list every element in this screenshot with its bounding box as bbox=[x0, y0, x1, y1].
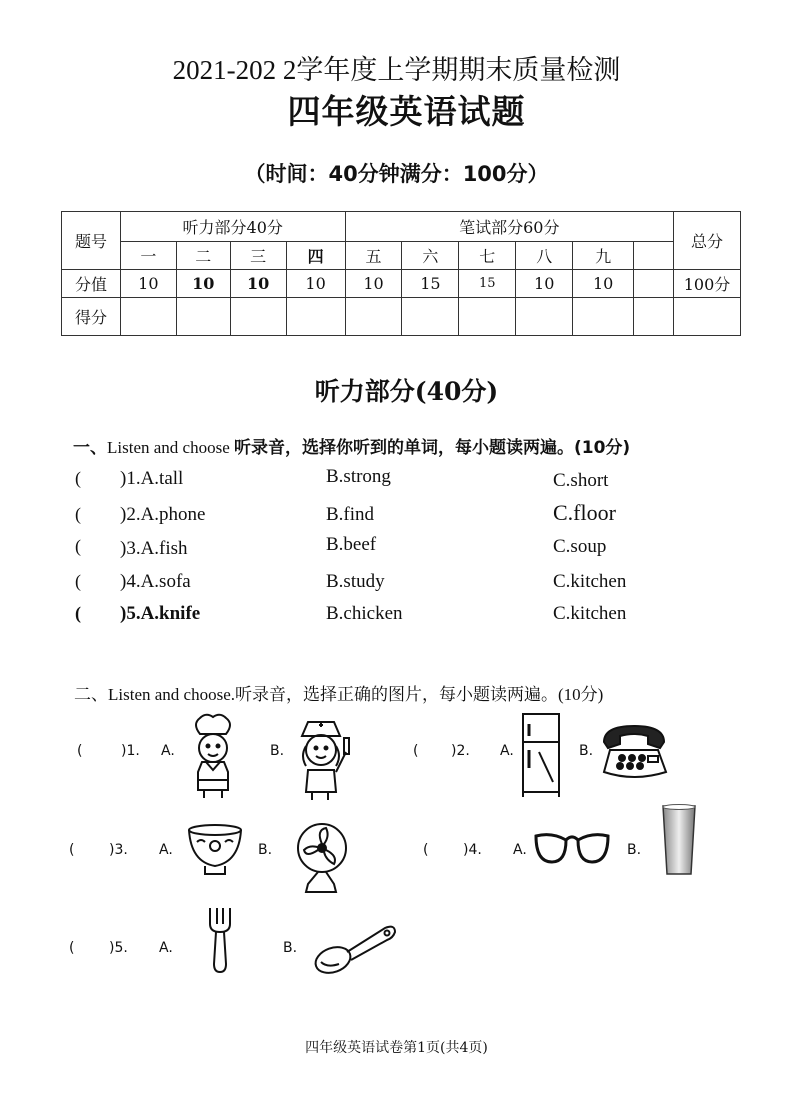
listening-header: 听力部分40分 bbox=[120, 212, 345, 242]
part2-question-3-paren[interactable]: ( bbox=[69, 842, 75, 858]
option-b-label: B. bbox=[627, 842, 642, 858]
answer-paren[interactable]: ( bbox=[75, 536, 81, 556]
got-cell[interactable] bbox=[459, 298, 516, 336]
question-number: 六 bbox=[402, 242, 459, 270]
got-cell[interactable] bbox=[286, 298, 345, 336]
score-value: 10 bbox=[176, 270, 230, 298]
writing-header: 笔试部分60分 bbox=[345, 212, 673, 242]
option-b: B.strong bbox=[326, 466, 391, 487]
question-number: 八 bbox=[516, 242, 573, 270]
listening-section-title: 听力部分(40分) bbox=[314, 377, 499, 406]
exam-title: 四年级英语试题 bbox=[287, 92, 526, 131]
option-b: B.find bbox=[326, 504, 375, 525]
part2-question-5-paren[interactable]: ( bbox=[69, 940, 75, 956]
score-table bbox=[61, 211, 741, 336]
drinking-glass-icon[interactable] bbox=[660, 804, 698, 878]
score-value bbox=[634, 270, 674, 298]
part2-heading: 二、Listen and choose.听录音，选择正确的图片，每小题读两遍。(10分) bbox=[74, 685, 604, 704]
question-number: 四 bbox=[286, 242, 345, 270]
score-value: 10 bbox=[516, 270, 573, 298]
option-a: )5.A.knife bbox=[120, 603, 201, 624]
option-a-label: A. bbox=[159, 940, 173, 956]
part2-question-1-num: )1. bbox=[121, 743, 140, 759]
score-value: 10 bbox=[345, 270, 402, 298]
part1-question-2 bbox=[75, 500, 616, 526]
phone-icon[interactable] bbox=[600, 720, 670, 782]
part2-question-3-num: )3. bbox=[109, 842, 128, 858]
got-cell[interactable] bbox=[345, 298, 402, 336]
question-number: 七 bbox=[459, 242, 516, 270]
got-cell[interactable] bbox=[120, 298, 176, 336]
option-a: )1.A.tall bbox=[120, 468, 184, 489]
option-a: )3.A.fish bbox=[120, 538, 188, 559]
part1-question-3 bbox=[75, 534, 607, 559]
got-cell[interactable] bbox=[634, 298, 674, 336]
part2-question-1-paren[interactable]: ( bbox=[77, 743, 83, 759]
header-cell-number: 题号 bbox=[62, 212, 121, 270]
question-number: 二 bbox=[176, 242, 230, 270]
part1-heading-en: Listen and choose bbox=[107, 438, 230, 457]
option-b-label: B. bbox=[270, 743, 285, 759]
part2-question-5-num: )5. bbox=[109, 940, 128, 956]
glasses-icon[interactable] bbox=[532, 828, 612, 868]
option-a-label: A. bbox=[500, 743, 514, 759]
part2-question-2-paren[interactable]: ( bbox=[413, 743, 419, 759]
chef-icon[interactable] bbox=[186, 712, 240, 802]
score-value: 15 bbox=[459, 270, 516, 298]
got-cell[interactable] bbox=[573, 298, 634, 336]
option-b-label: B. bbox=[258, 842, 273, 858]
spoon-icon[interactable] bbox=[313, 922, 399, 976]
bowl-icon[interactable] bbox=[185, 822, 245, 878]
option-b: B.chicken bbox=[326, 603, 403, 624]
question-number bbox=[634, 242, 674, 270]
option-c: C.kitchen bbox=[553, 571, 627, 592]
fork-icon[interactable] bbox=[206, 906, 234, 974]
part1-question-4 bbox=[75, 571, 627, 593]
exam-title-line1: 2021-202 2学年度上学期期末质量检测 bbox=[172, 55, 621, 85]
got-cell[interactable] bbox=[402, 298, 459, 336]
option-c: C.kitchen bbox=[553, 603, 627, 624]
score-value: 10 bbox=[573, 270, 634, 298]
question-number: 三 bbox=[230, 242, 286, 270]
option-a: )2.A.phone bbox=[120, 504, 206, 525]
answer-paren[interactable]: ( bbox=[75, 603, 81, 623]
got-cell[interactable] bbox=[230, 298, 286, 336]
got-label: 得分 bbox=[62, 298, 121, 336]
part2-question-4-num: )4. bbox=[463, 842, 482, 858]
score-value: 10 bbox=[230, 270, 286, 298]
got-cell[interactable] bbox=[516, 298, 573, 336]
got-total-cell[interactable] bbox=[673, 298, 740, 336]
part1-question-1 bbox=[75, 466, 609, 491]
option-a-label: A. bbox=[513, 842, 527, 858]
answer-paren[interactable]: ( bbox=[75, 468, 81, 488]
part1-question-5 bbox=[75, 603, 627, 625]
option-b: B.beef bbox=[326, 534, 377, 555]
fridge-icon[interactable] bbox=[519, 712, 563, 798]
option-c: C.floor bbox=[553, 500, 616, 525]
total-header: 总分 bbox=[673, 212, 740, 270]
fan-icon[interactable] bbox=[292, 822, 352, 894]
question-number: 九 bbox=[573, 242, 634, 270]
option-b-label: B. bbox=[283, 940, 298, 956]
option-b: B.study bbox=[326, 571, 385, 592]
option-c: C.soup bbox=[553, 536, 607, 557]
got-cell[interactable] bbox=[176, 298, 230, 336]
part2-question-4-paren[interactable]: ( bbox=[423, 842, 429, 858]
question-number: 一 bbox=[120, 242, 176, 270]
option-a: )4.A.sofa bbox=[120, 571, 191, 592]
part1-heading bbox=[73, 433, 630, 458]
answer-paren[interactable]: ( bbox=[75, 504, 81, 524]
option-a-label: A. bbox=[161, 743, 175, 759]
score-value: 15 bbox=[402, 270, 459, 298]
question-number: 五 bbox=[345, 242, 402, 270]
score-value: 10 bbox=[120, 270, 176, 298]
score-label: 分值 bbox=[62, 270, 121, 298]
total-score: 100分 bbox=[673, 270, 740, 298]
part1-number: 一、 bbox=[73, 438, 107, 458]
option-b-label: B. bbox=[579, 743, 594, 759]
page-footer: 四年级英语试卷第1页(共4页) bbox=[305, 1040, 488, 1056]
answer-paren[interactable]: ( bbox=[75, 571, 81, 591]
option-a-label: A. bbox=[159, 842, 173, 858]
part2-question-2-num: )2. bbox=[451, 743, 470, 759]
time-info: （时间：40分钟满分：100分） bbox=[244, 162, 549, 186]
score-value: 10 bbox=[286, 270, 345, 298]
option-c: C.short bbox=[553, 470, 609, 491]
nurse-icon[interactable] bbox=[288, 716, 360, 804]
part1-heading-zh: 听录音，选择你听到的单词，每小题读两遍。(10分) bbox=[234, 438, 631, 458]
